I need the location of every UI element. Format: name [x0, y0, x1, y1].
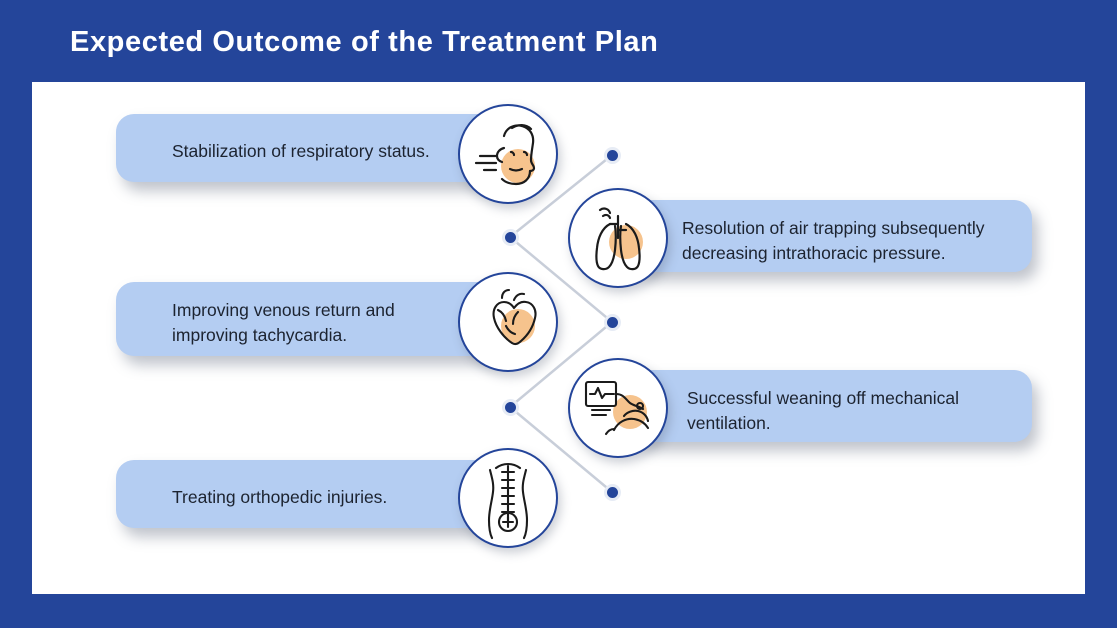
connector-node-5	[604, 484, 621, 501]
item-label-stabilization: Stabilization of respiratory status.	[172, 141, 430, 161]
item-label-venous-return: Improving venous return and improving tachycardia.	[172, 300, 395, 345]
connector-node-2	[502, 229, 519, 246]
item-label-orthopedic: Treating orthopedic injuries.	[172, 487, 388, 507]
spine-torso-icon	[458, 448, 558, 548]
connector-node-1	[604, 147, 621, 164]
connector-node-3	[604, 314, 621, 331]
lungs-icon	[568, 188, 668, 288]
item-label-air-trapping: Resolution of air trapping subsequently decreasing intrathoracic pressure.	[682, 218, 985, 263]
breathing-patient-icon	[458, 104, 558, 204]
page-title: Expected Outcome of the Treatment Plan	[70, 26, 659, 58]
heart-icon	[458, 272, 558, 372]
diagram-canvas	[32, 82, 1085, 594]
connector-node-4	[502, 399, 519, 416]
item-label-weaning: Successful weaning off mechanical ventilation.	[687, 388, 960, 433]
ventilator-patient-icon	[568, 358, 668, 458]
